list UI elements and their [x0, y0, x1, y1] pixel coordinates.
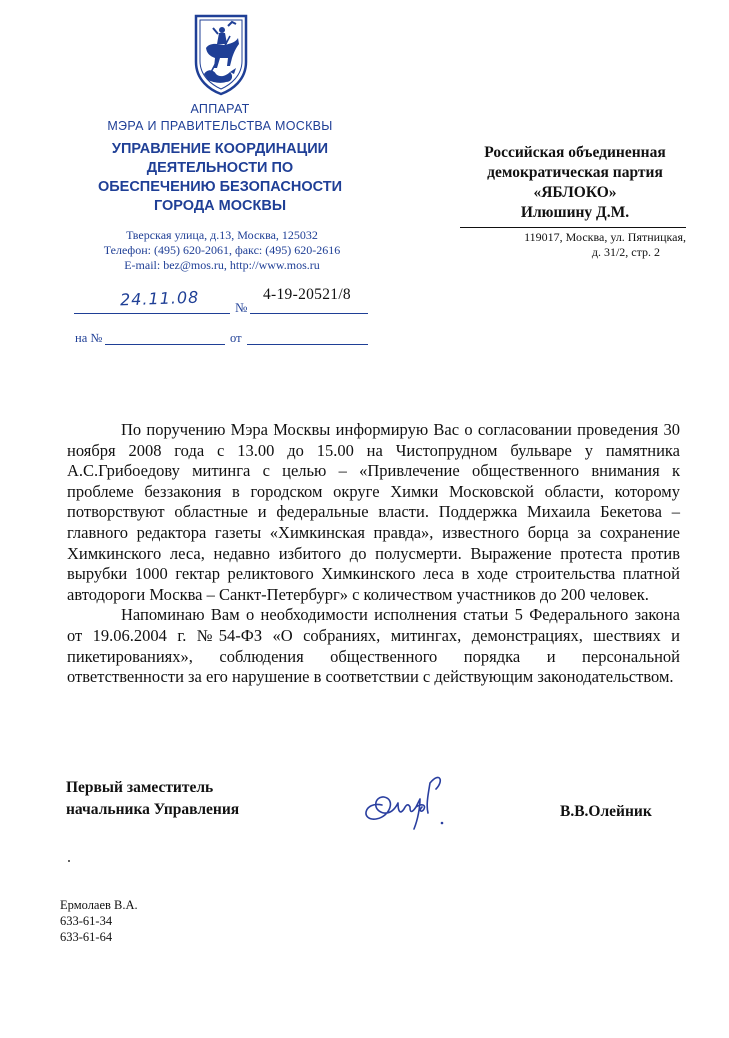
- reference-date-line: [247, 344, 368, 345]
- recipient-address-line2: д. 31/2, стр. 2: [591, 245, 660, 259]
- department-line: УПРАВЛЕНИЕ КООРДИНАЦИИ: [111, 141, 329, 157]
- signatory-title-line1: Первый заместитель: [66, 779, 214, 796]
- moscow-coat-of-arms-icon: [192, 14, 250, 96]
- recipient-name: Илюшину Д.М.: [520, 204, 630, 221]
- letterhead-org-line1: АППАРАТ: [190, 102, 250, 116]
- recipient-block: [440, 143, 710, 223]
- letterhead-address: Тверская улица, д.13, Москва, 125032: [126, 228, 318, 242]
- letter-body: [67, 420, 680, 688]
- department-line: ДЕЯТЕЛЬНОСТИ ПО: [146, 160, 294, 176]
- signatory-name: В.В.Олейник: [560, 803, 652, 820]
- reference-number-label: на №: [75, 331, 103, 345]
- recipient-address: [460, 230, 686, 260]
- body-paragraph: Напоминаю Вам о необходимости исполнения статьи 5 Федерального закона от 19.06.2004 г. №54-ФЗ «О собраниях, митингах, демонстрациях, шествиях и пикетированиях», соблюдения общественного порядка и персональной ответственности за его нарушение в соответствии с действующим законодательством.: [67, 605, 680, 687]
- recipient-divider: [460, 227, 686, 228]
- reference-number-line: [105, 344, 225, 345]
- signatory-title-line2: начальника Управления: [66, 801, 240, 818]
- executor-phone: 633-61-34: [60, 914, 113, 928]
- signatory-title: [66, 777, 239, 821]
- registration-date: 24.11.08: [119, 287, 200, 310]
- date-line: [74, 313, 230, 314]
- department-line: ОБЕСПЕЧЕНИЮ БЕЗОПАСНОСТИ: [97, 179, 343, 195]
- department-line: ГОРОДА МОСКВЫ: [153, 198, 287, 214]
- reference-date-label: от: [230, 331, 242, 345]
- executor-phone: 633-61-64: [60, 930, 113, 944]
- number-line: [250, 313, 368, 314]
- scan-speck: [68, 860, 70, 862]
- recipient-line: «ЯБЛОКО»: [533, 184, 617, 201]
- registration-number: 4-19-20521/8: [263, 286, 351, 303]
- handwritten-signature: [350, 763, 460, 835]
- letterhead-email: E-mail: bez@mos.ru, http://www.mos.ru: [124, 258, 320, 272]
- number-sign: №: [235, 300, 248, 315]
- recipient-line: Российская объединенная: [484, 144, 666, 161]
- recipient-address-line1: 119017, Москва, ул. Пятницкая,: [524, 230, 686, 244]
- executor-name: Ермолаев В.А.: [60, 898, 138, 912]
- executor-block: [60, 897, 138, 945]
- letterhead-org-line2: МЭРА И ПРАВИТЕЛЬСТВА МОСКВЫ: [107, 119, 333, 133]
- letterhead-phone: Телефон: (495) 620-2061, факс: (495) 620-2616: [103, 243, 341, 257]
- letterhead-department: [62, 140, 378, 216]
- recipient-line: демократическая партия: [487, 164, 663, 181]
- body-paragraph: По поручению Мэра Москвы информирую Вас о согласовании проведения 30 ноября 2008 года с 13.00 до 15.00 на Чистопрудном бульваре у памятника А.С.Грибоедову митинга с целью – «Привлечение общественного внимания к проблеме беззакония в городском округе Химки Московской области, которому потворствуют областные и федеральные власти. Поддержка Михаила Бекетова – главного редактора газеты «Химкинская правда», известного борца за сохранение Химкинского леса, недавно избитого до полусмерти. Выражение протеста против вырубки 1000 гектар реликтового Химкинского леса в ходе строительства платной автодороги Москва – Санкт-Петербург» с количеством участников до 200 человек.: [67, 420, 680, 604]
